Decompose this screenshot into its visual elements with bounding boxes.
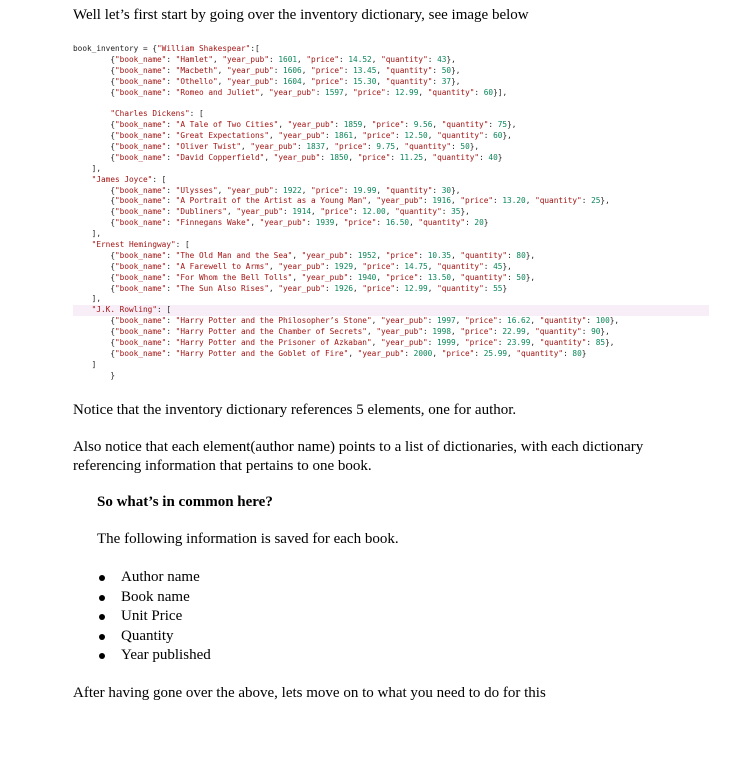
bullet-item-unit-price: Unit Price — [97, 607, 211, 627]
code-line: {"book_name": "Othello", "year_pub": 1604, "price": 15.30, "quantity": 37}, — [73, 76, 461, 86]
code-line: {"book_name": "Harry Potter and the Chamber of Secrets", "year_pub": 1998, "price": 22.99, "quantity": 90}, — [73, 327, 610, 337]
bullet-item-book-name: Book name — [97, 588, 211, 608]
question-heading: So what’s in common here? — [97, 494, 273, 510]
code-line: ], — [73, 163, 101, 173]
code-line: {"book_name": "Dubliners", "year_pub": 1914, "price": 12.00, "quantity": 35}, — [73, 207, 470, 217]
code-line: {"book_name": "Hamlet", "year_pub": 1601, "price": 14.52, "quantity": 43}, — [73, 54, 456, 64]
code-line: } — [73, 370, 115, 380]
code-line: {"book_name": "Macbeth", "year_pub": 1606, "price": 13.45, "quantity": 50}, — [73, 65, 461, 75]
code-line: {"book_name": "Ulysses", "year_pub": 1922, "price": 19.99, "quantity": 30}, — [73, 185, 461, 195]
notice-list-text: Also notice that each element(author name) points to a list of dictionaries, with each dictionary referencing information that pertains to one book. — [73, 439, 644, 474]
code-line: "Ernest Hemingway": [ — [91, 240, 190, 250]
code-line: {"book_name": "Finnegans Wake", "year_pub": 1939, "price": 16.50, "quantity": 20} — [73, 218, 489, 228]
code-line: {"book_name": "The Old Man and the Sea", "year_pub": 1952, "price": 10.35, "quantity": 80}, — [73, 250, 536, 260]
bullet-item-year: Year published — [97, 646, 211, 666]
code-line: ] — [73, 359, 97, 369]
intro-text: Well let’s first start by going over the inventory dictionary, see image below — [73, 7, 529, 23]
code-line: {"book_name": "Great Expectations", "year_pub": 1861, "price": 12.50, "quantity": 60}, — [73, 131, 512, 141]
code-line: {"book_name": "Harry Potter and the Prisoner of Azkaban", "year_pub": 1999, "price": 23.99, "quantity": 85}, — [73, 338, 615, 348]
code-line: {"book_name": "A Tale of Two Cities", "year_pub": 1859, "price": 9.56, "quantity": 75}, — [73, 120, 517, 130]
code-line: {"book_name": "Oliver Twist", "year_pub": 1837, "price": 9.75, "quantity": 50}, — [73, 142, 480, 152]
info-bullet-list — [97, 568, 211, 666]
notice-elements-text: Notice that the inventory dictionary references 5 elements, one for author. — [73, 402, 517, 418]
code-line — [73, 98, 703, 109]
code-line: {"book_name": "David Copperfield", "year_pub": 1850, "price": 11.25, "quantity": 40} — [73, 152, 503, 162]
code-line: "Charles Dickens": [ — [110, 109, 204, 119]
code-line: {"book_name": "A Portrait of the Artist as a Young Man", "year_pub": 1916, "price": 13.20, "quantity": 25}, — [73, 196, 610, 206]
code-line: {"book_name": "For Whom the Bell Tolls", "year_pub": 1940, "price": 13.50, "quantity": 50}, — [73, 272, 536, 282]
bullet-icon — [99, 614, 105, 620]
bullet-item-author: Author name — [97, 568, 211, 588]
code-line: {"book_name": "Romeo and Juliet", "year_pub": 1597, "price": 12.99, "quantity": 60}], — [73, 87, 508, 97]
bullet-item-quantity: Quantity — [97, 627, 211, 647]
code-line: {"book_name": "Harry Potter and the Goblet of Fire", "year_pub": 2000, "price": 25.99, "quantity": 80} — [73, 348, 587, 358]
code-line: book_inventory = {"William Shakespear":[ — [73, 44, 260, 53]
bullet-icon — [99, 634, 105, 640]
code-block — [73, 44, 703, 382]
bullet-icon — [99, 575, 105, 581]
code-line: ], — [73, 294, 101, 304]
code-line: "J.K. Rowling": [ — [73, 305, 709, 316]
code-line: {"book_name": "Harry Potter and the Philosopher’s Stone", "year_pub": 1997, "price": 16.62, "quantity": 100}, — [73, 316, 620, 326]
code-line: {"book_name": "The Sun Also Rises", "year_pub": 1926, "price": 12.99, "quantity": 55} — [73, 283, 508, 293]
closing-text: After having gone over the above, lets move on to what you need to do for this — [73, 685, 546, 701]
code-line: "James Joyce": [ — [91, 174, 167, 184]
bullet-icon — [99, 653, 105, 659]
code-line: ], — [73, 229, 101, 239]
code-line: {"book_name": "A Farewell to Arms", "year_pub": 1929, "price": 14.75, "quantity": 45}, — [73, 261, 512, 271]
info-intro-text: The following information is saved for each book. — [97, 531, 399, 547]
bullet-icon — [99, 595, 105, 601]
